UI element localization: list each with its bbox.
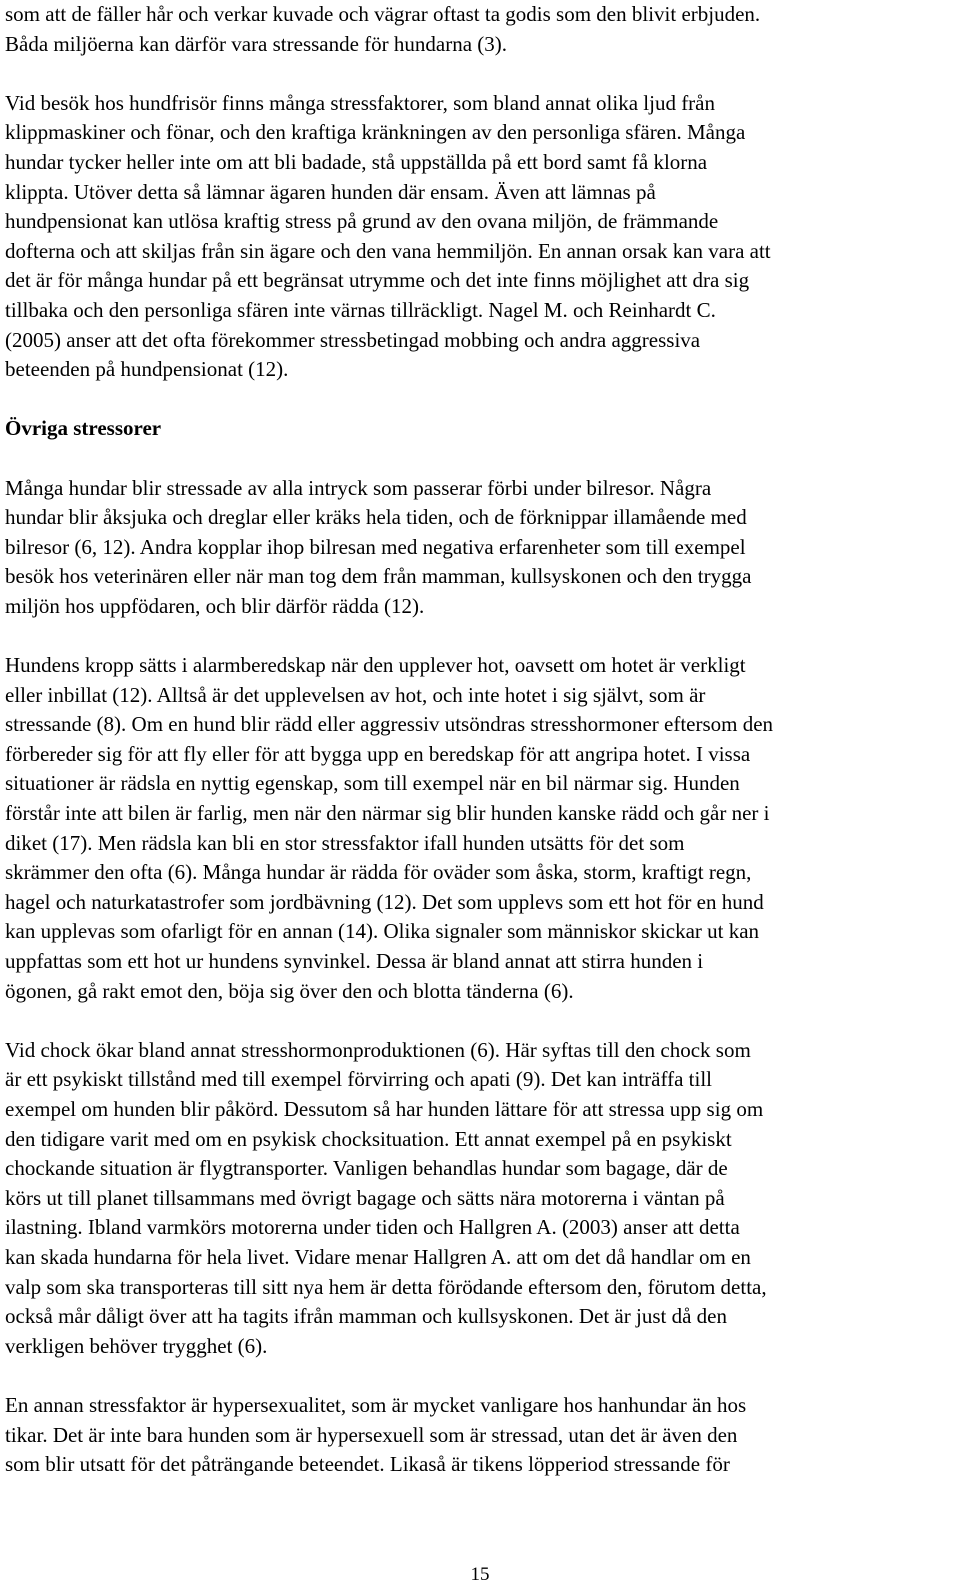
text-line: miljön hos uppfödaren, och blir därför rädda (12). — [5, 593, 425, 618]
text-line: beteenden på hundpensionat (12). — [5, 357, 289, 382]
text-line: den tidigare varit med om en psykisk chocksituation. Ett annat exempel på en psykiskt — [5, 1126, 732, 1151]
text-line: hagel och naturkatastrofer som jordbävning (12). Det som upplevs som ett hot för en hund — [5, 889, 764, 914]
text-line: (2005) anser att det ofta förekommer stressbetingad mobbing och andra aggressiva — [5, 327, 701, 352]
text-line: eller inbillat (12). Alltså är det upplevelsen av hot, och inte hotet i sig självt, som är — [5, 682, 706, 707]
text-line: kan skada hundarna för hela livet. Vidare menar Hallgren A. att om det då handlar om en — [5, 1244, 751, 1269]
text-line: hundar tycker heller inte om att bli badade, stå uppställda på ett bord samt få klorna — [5, 149, 708, 174]
text-line: tikar. Det är inte bara hunden som är hypersexuell som är stressad, utan det är även den — [5, 1422, 738, 1447]
text-line: Vid chock ökar bland annat stresshormonproduktionen (6). Här syftas till den chock som — [5, 1037, 751, 1062]
text-line: hundar blir åksjuka och dreglar eller kräks hela tiden, och de förknippar illamående med — [5, 505, 747, 530]
text-line: besök hos veterinären eller när man tog dem från mamman, kullsyskonen och den trygga — [5, 564, 752, 589]
paragraph — [5, 474, 949, 622]
text-line: förbereder sig för att fly eller för att bygga upp en beredskap för att angripa hotet. I vissa — [5, 741, 751, 766]
paragraph — [5, 651, 949, 1006]
paragraph-spacer — [5, 444, 949, 474]
section-heading: Övriga stressorer — [5, 416, 162, 441]
text-line: som blir utsatt för det påträngande beteendet. Likaså är tikens löpperiod stressande för — [5, 1452, 730, 1477]
text-line: också mår dåligt över att ha tagits ifrån mamman och kullsyskonen. Det är just då den — [5, 1304, 727, 1329]
text-line: som att de fäller hår och verkar kuvade och vägrar oftast ta godis som den blivit erbjuden. — [5, 2, 761, 26]
text-line: körs ut till planet tillsammans med övrigt bagage och sätts nära motorerna i väntan på — [5, 1185, 725, 1210]
text-line: är ett psykiskt tillstånd med till exempel förvirring och apati (9). Det kan inträffa till — [5, 1067, 713, 1092]
text-line: dofterna och att skiljas från sin ägare och den vana hemmiljön. En annan orsak kan vara att — [5, 238, 771, 263]
text-line: verkligen behöver trygghet (6). — [5, 1333, 268, 1358]
text-line: En annan stressfaktor är hypersexualitet, som är mycket vanligare hos hanhundar än hos — [5, 1392, 747, 1417]
text-line: valp som ska transporteras till sitt nya hem är detta förödande eftersom den, förutom detta, — [5, 1274, 767, 1299]
paragraph — [5, 89, 949, 385]
text-line: klippmaskiner och fönar, och den kraftiga kränkningen av den personliga sfären. Många — [5, 120, 746, 145]
page-number: 15 — [470, 1564, 490, 1585]
text-line: bilresor (6, 12). Andra kopplar ihop bilresan med negativa erfarenheter som till exempel — [5, 534, 746, 559]
text-line: det är för många hundar på ett begränsat utrymme och det inte finns möjlighet att dra sig — [5, 268, 750, 293]
text-line: chockande situation är flygtransporter. Vanligen behandlas hundar som bagage, där de — [5, 1156, 728, 1181]
text-line: exempel om hunden blir påkörd. Dessutom så har hunden lättare för att stressa upp sig om — [5, 1096, 764, 1121]
text-line: Många hundar blir stressade av alla intryck som passerar förbi under bilresor. Några — [5, 475, 712, 500]
text-line: uppfattas som ett hot ur hundens synvinkel. Dessa är bland annat att stirra hunden i — [5, 949, 704, 973]
text-line: diket (17). Men rädsla kan bli en stor stressfaktor ifall hunden utsätts för det som — [5, 830, 685, 855]
document-page — [5, 0, 949, 1480]
text-line: klippta. Utöver detta så lämnar ägaren hunden där ensam. Även att lämnas på — [5, 179, 656, 204]
paragraph — [5, 0, 949, 59]
text-line: förstår inte att bilen är farlig, men när den närmar sig blir hunden kanske rädd och går ner i — [5, 801, 770, 826]
text-line: kan upplevas som ofarligt för en annan (14). Olika signaler som människor skickar ut kan — [5, 919, 760, 944]
paragraph-spacer — [5, 1006, 949, 1036]
text-line: tillbaka och den personliga sfären inte värnas tillräckligt. Nagel M. och Reinhardt C. — [5, 297, 716, 322]
text-line: skrämmer den ofta (6). Många hundar är rädda för oväder som åska, storm, kraftigt regn, — [5, 860, 752, 885]
text-line: ilastning. Ibland varmkörs motorerna under tiden och Hallgren A. (2003) anser att detta — [5, 1215, 740, 1240]
paragraph-spacer — [5, 385, 949, 415]
paragraph — [5, 1391, 949, 1480]
text-line: situationer är rädsla en nyttig egenskap, som till exempel när en bil närmar sig. Hunden — [5, 771, 740, 796]
paragraph-spacer — [5, 621, 949, 651]
text-line: Vid besök hos hundfrisör finns många stressfaktorer, som bland annat olika ljud från — [5, 90, 716, 115]
text-line: Båda miljöerna kan därför vara stressande för hundarna (3). — [5, 31, 508, 56]
paragraph — [5, 1036, 949, 1362]
text-line: stressande (8). Om en hund blir rädd eller aggressiv utsöndras stresshormoner eftersom den — [5, 712, 774, 737]
text-line: Hundens kropp sätts i alarmberedskap när den upplever hot, oavsett om hotet är verkligt — [5, 653, 746, 678]
text-line: hundpensionat kan utlösa kraftig stress på grund av den ovana miljön, de främmande — [5, 209, 719, 234]
paragraph-spacer — [5, 59, 949, 89]
text-line: ögonen, gå rakt emot den, böja sig över den och blotta tänderna (6). — [5, 978, 574, 1003]
paragraph-spacer — [5, 1361, 949, 1391]
